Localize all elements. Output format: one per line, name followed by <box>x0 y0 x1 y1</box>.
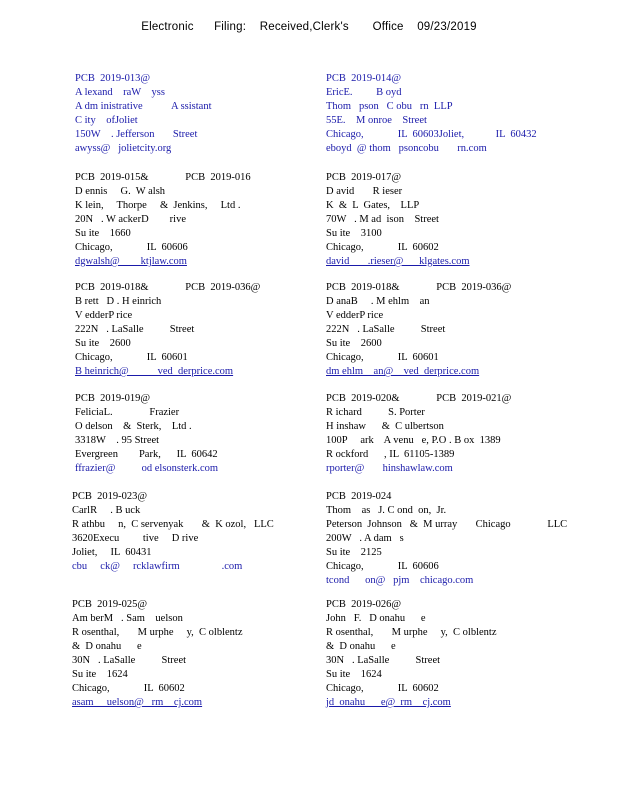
organization: O delson & Sterk, Ltd . <box>75 421 192 432</box>
city-line: Chicago, IL 60602 <box>326 683 439 694</box>
organization: K & L Gates, LLP <box>326 200 420 211</box>
city-line: Evergreen Park, IL 60642 <box>75 449 218 460</box>
suite: Su ite 1624 <box>72 669 128 680</box>
address: 200W . A dam s <box>326 533 404 544</box>
case-number: PCB 2019-023@ <box>72 491 148 502</box>
suite: Su ite 2600 <box>75 338 131 349</box>
entry-heinrich <box>75 281 355 379</box>
organization-cont: & D onahu e <box>72 641 142 652</box>
contact-name: D anaB . M ehlm an <box>326 296 430 307</box>
contact-name: R ichard S. Porter <box>326 407 425 418</box>
city-line: Chicago, IL 60601 <box>326 352 439 363</box>
case-number: PCB 2019-020& PCB 2019-021@ <box>326 393 512 404</box>
case-number: PCB 2019-024 <box>326 491 392 502</box>
entry-mehlman <box>326 281 606 379</box>
email-link[interactable]: jd onahu e@ rm cj.com <box>326 697 451 708</box>
organization: C ity ofJoliet <box>75 115 138 126</box>
entry-buck <box>72 490 352 574</box>
suite: Su ite 3100 <box>326 228 382 239</box>
contact-title: A dm inistrative A ssistant <box>75 101 212 112</box>
case-number: PCB 2019-014@ <box>326 73 402 84</box>
address: 55E. M onroe Street <box>326 115 427 126</box>
contact-name: B rett D . H einrich <box>75 296 162 307</box>
address: 70W . M ad ison Street <box>326 214 439 225</box>
entry-samuelson <box>72 598 352 710</box>
organization: V edderP rice <box>75 310 133 321</box>
address: 20N . W ackerD rive <box>75 214 186 225</box>
contact-name: D ennis G. W alsh <box>75 186 166 197</box>
email-link[interactable]: rporter@ hinshawlaw.com <box>326 463 453 474</box>
city-line: Chicago, IL 60603Joliet, IL 60432 <box>326 129 537 140</box>
case-number: PCB 2019-018& PCB 2019-036@ <box>326 282 512 293</box>
organization: R osenthal, M urphe y, C olblentz <box>72 627 243 638</box>
case-number: PCB 2019-025@ <box>72 599 148 610</box>
case-number: PCB 2019-018& PCB 2019-036@ <box>75 282 261 293</box>
entry-walsh <box>75 171 355 269</box>
city-line: Chicago, IL 60602 <box>72 683 185 694</box>
email-link[interactable]: dgwalsh@ ktjlaw.com <box>75 256 187 267</box>
suite: Su ite 1660 <box>75 228 131 239</box>
city-line: Chicago, IL 60602 <box>326 242 439 253</box>
organization: Thom pson C obu rn LLP <box>326 101 453 112</box>
case-number: PCB 2019-019@ <box>75 393 151 404</box>
entry-wyss <box>75 72 355 156</box>
city-line: Chicago, IL 60601 <box>75 352 188 363</box>
address: 222N . LaSalle Street <box>326 324 446 335</box>
contact-name: A lexand raW yss <box>75 87 165 98</box>
case-number: PCB 2019-015& PCB 2019-016 <box>75 172 251 183</box>
suite: Su ite 2600 <box>326 338 382 349</box>
email-link[interactable]: dm ehlm an@ ved derprice.com <box>326 366 480 377</box>
email-link[interactable]: eboyd @ thom psoncobu rn.com <box>326 143 487 154</box>
organization: K lein, Thorpe & Jenkins, Ltd . <box>75 200 241 211</box>
contact-name: EricE. B oyd <box>326 87 402 98</box>
address: 100P ark A venu e, P.O . B ox 1389 <box>326 435 501 446</box>
suite: Su ite 1624 <box>326 669 382 680</box>
organization: V edderP rice <box>326 310 384 321</box>
email-link[interactable]: ffrazier@ od elsonsterk.com <box>75 463 219 474</box>
email-link[interactable]: awyss@ jolietcity.org <box>75 143 172 154</box>
city-line: Chicago, IL 60606 <box>326 561 439 572</box>
email-link[interactable]: tcond on@ pjm chicago.com <box>326 575 474 586</box>
suite: Su ite 2125 <box>326 547 382 558</box>
address: 222N . LaSalle Street <box>75 324 195 335</box>
entry-condon <box>326 490 616 588</box>
case-number: PCB 2019-026@ <box>326 599 402 610</box>
entry-boyd <box>326 72 606 156</box>
organization: Peterson Johnson & M urray Chicago LLC <box>326 519 568 530</box>
entry-porter <box>326 392 606 476</box>
contact-name: D avid R ieser <box>326 186 403 197</box>
organization: H inshaw & C ulbertson <box>326 421 444 432</box>
contact-name: Am berM . Sam uelson <box>72 613 183 624</box>
case-number: PCB 2019-013@ <box>75 73 151 84</box>
contact-name: CarlR . B uck <box>72 505 141 516</box>
city-line: Joliet, IL 60431 <box>72 547 152 558</box>
address: 3620Execu tive D rive <box>72 533 199 544</box>
address: 30N . LaSalle Street <box>72 655 187 666</box>
organization: R osenthal, M urphe y, C olblentz <box>326 627 497 638</box>
address: 150W . Jefferson Street <box>75 129 198 140</box>
organization: R athbu n, C servenyak & K ozol, LLC <box>72 519 274 530</box>
email-link[interactable]: B heinrich@ ved derprice.com <box>75 366 234 377</box>
entry-frazier <box>75 392 355 476</box>
address: 3318W . 95 Street <box>75 435 160 446</box>
city-line: Chicago, IL 60606 <box>75 242 188 253</box>
filing-header: Electronic Filing: Received,Clerk's Office 09/23/2019 <box>141 21 477 33</box>
email-link[interactable]: david .rieser@ klgates.com <box>326 256 470 267</box>
city-line: R ockford , IL 61105-1389 <box>326 449 455 460</box>
email-link[interactable]: cbu ck@ rcklawfirm .com <box>72 561 243 572</box>
email-link[interactable]: asam uelson@ rm cj.com <box>72 697 203 708</box>
contact-name: John F. D onahu e <box>326 613 426 624</box>
contact-name: Thom as J. C ond on, Jr. <box>326 505 447 516</box>
organization-cont: & D onahu e <box>326 641 396 652</box>
case-number: PCB 2019-017@ <box>326 172 402 183</box>
entry-rieser <box>326 171 606 269</box>
contact-name: FeliciaL. Frazier <box>75 407 180 418</box>
entry-donahue <box>326 598 606 710</box>
address: 30N . LaSalle Street <box>326 655 441 666</box>
